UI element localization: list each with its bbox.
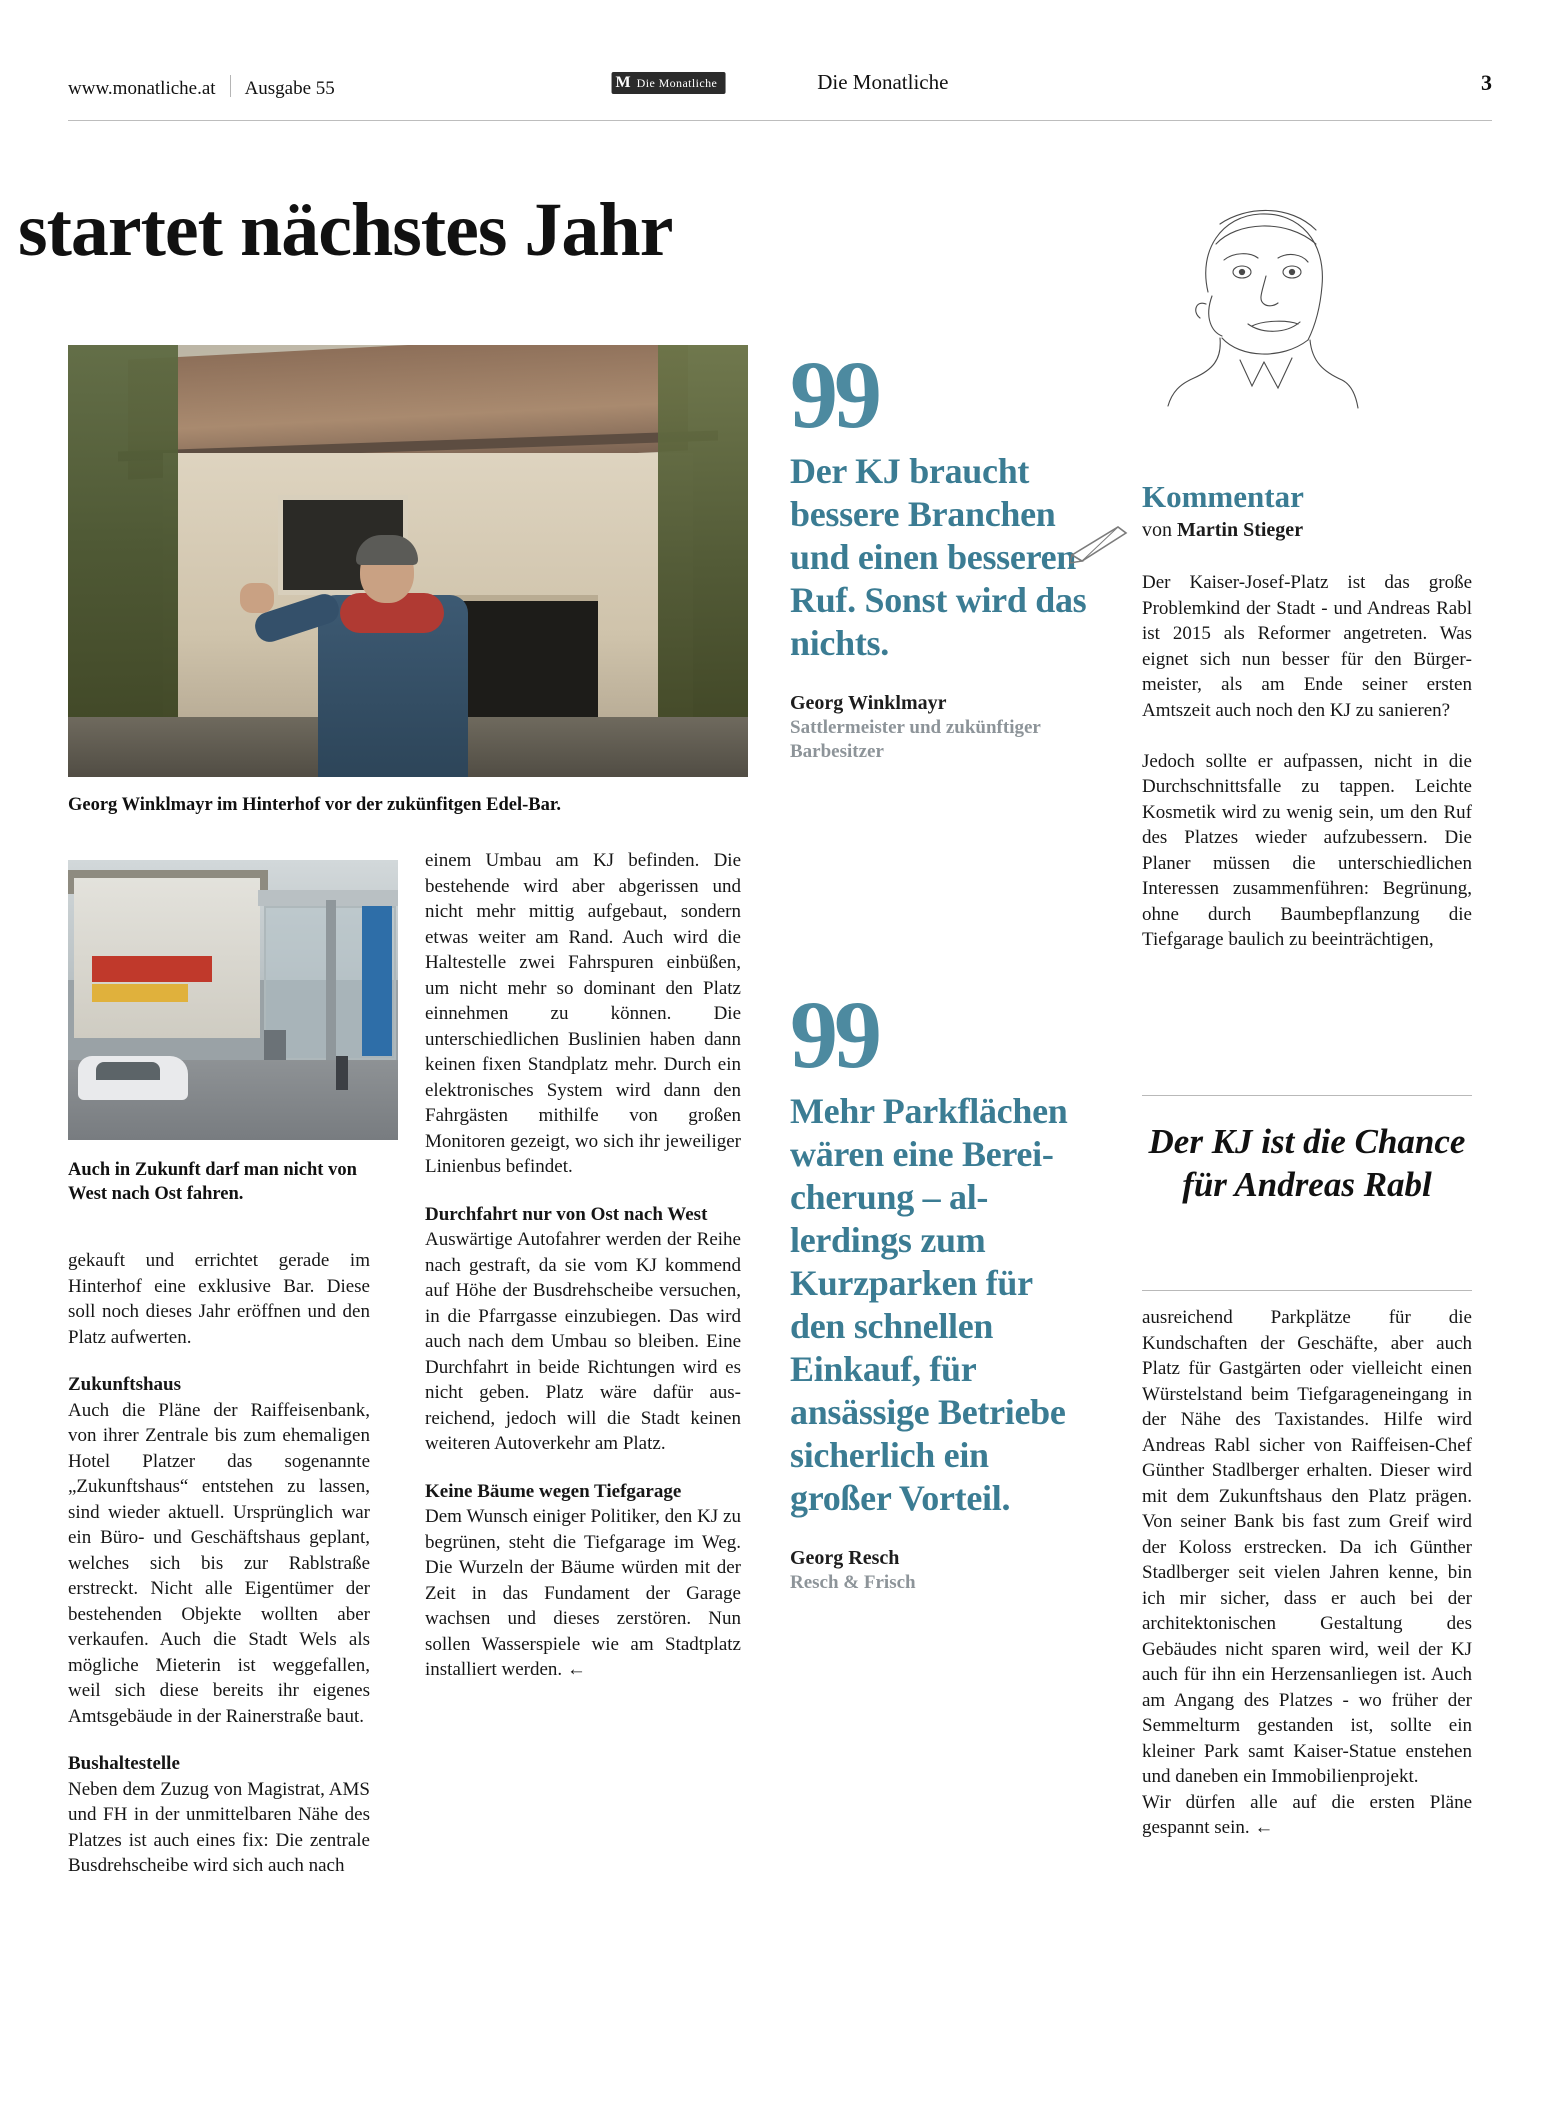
quote-marks-icon: 99 — [790, 981, 878, 1088]
logo-wordmark: Die Monatliche — [636, 75, 718, 90]
paragraph: ausreichend Parkplätze für die Kundschaften der Geschäfte, aber auch Platz für Gastgärten oder vielleicht einen Würstelstand beim Tiefgarageneingang in der Nähe des Taxistandes. Hilfe wird Andreas Rabl sicher von Raiffeisen-Chef Günther Stadlberger erhalten. Dieser wird mit dem Zukunftshaus den Platz prägen. Von seiner Bank bis fast zum Greif wird der Koloss erstrecken. Da ich Günther Stadlberger seit vielen Jahren kenne, bin ich mir sicher, dass er auch bei der architektonischen Gestaltung des Gebäudes nicht sparen wird, weil der KJ auch für ihn ein Herzensanliegen ist. Auch am Angang des Platzes - wo früher der Semmelturm gestanden ist, sollte ein kleiner Park samt Kaiser-Statue enstehen und daneben ein Immobilienprojekt. — [1142, 1307, 1472, 1787]
publication-name: Die Monatliche — [817, 70, 949, 94]
photo2-shop-sign — [92, 956, 212, 982]
masthead-center — [612, 70, 949, 95]
commentary-column-top — [1142, 570, 1472, 953]
paragraph: Auch die Pläne der Raiffeisenbank, von ihrer Zentrale bis zum ehemaligen Hotel Platzer das sogenannte „Zukunftshaus“ entstehen zu lassen, sind wieder aktuell. Ursprünglich war ein Büro- und Geschäftshaus geplant, welches sich bis zur Rablstraße erstreckt. Nicht alle Eigentümer der bestehenden Objekte wollten aber verkaufen. Auch die Stadt Wels als mögliche Mieterin ist weggefallen, weil sich diese bereits ihr eigenes Amtsgebäude in der Rainerstraße baut. — [68, 1399, 370, 1727]
commentary-byline — [1142, 518, 1482, 542]
photo2-blue-panel — [362, 906, 392, 1056]
pullquote-text: Der KJ braucht bessere Branchen und einen besseren Ruf. Sonst wird das nichts. — [790, 451, 1087, 663]
person-hand — [240, 583, 274, 613]
portrait-illustration — [1160, 200, 1360, 415]
page-title: startet nächstes Jahr — [18, 188, 673, 272]
logo-letter: M — [615, 73, 631, 91]
byline-prefix: von — [1142, 519, 1177, 541]
pullquote-role: Resch & Frisch — [790, 1572, 916, 1593]
quote-marks-icon: 99 — [790, 341, 878, 448]
masthead-divider — [230, 75, 231, 97]
page-number: 3 — [1481, 70, 1492, 95]
paragraph: Der Kaiser-Josef-Platz ist das große Problemkind der Stadt - und Andreas Rabl ist 2015 als Reformer angetreten. Was eignet sich nun besser für den Bürgermeister, als am Ende seiner ersten Amtszeit auch noch den KJ zu sanieren? — [1142, 572, 1472, 721]
masthead-left — [68, 72, 335, 100]
commentary-column-bottom — [1142, 1305, 1472, 1841]
photo-caption-1: Georg Winklmayr im Hinterhof vor der zukünfitgen Edel-Bar. — [68, 795, 562, 815]
photo-caption-2: Auch in Zukunft darf man nicht von West nach Ost fahren. — [68, 1160, 357, 1204]
pencil-icon — [1068, 525, 1138, 565]
subheading: Bushaltestelle — [68, 1753, 180, 1774]
pullquote-author: Georg Winklmayr — [790, 692, 947, 714]
ivy-left — [68, 345, 178, 777]
photo-winklmayr — [68, 345, 748, 777]
paragraph: Dem Wunsch einiger Politiker, den KJ zu begrünen, steht die Tiefgarage im Weg. Die Wurzeln der Bäume würden mit der Zeit in das Fundament der Garage wachsen und dieses zerstören. Nun sollen Wasserspiele wie am Stadtplatz installiert werden. ← — [425, 1506, 741, 1680]
byline-author: Martin Stieger — [1177, 519, 1304, 541]
subheading: Zukunftshaus — [68, 1374, 182, 1395]
commentary-title: Kommentar — [1142, 479, 1304, 514]
divider-bottom — [1142, 1290, 1472, 1291]
ivy-right — [658, 345, 748, 777]
paragraph-spacer — [1142, 723, 1472, 749]
paragraph: einem Umbau am KJ befinden. Die bestehende wird aber abgerissen und nicht mehr mittig aufgebaut, sondern etwas weiter am Rand. Auch wird die Haltestelle zwei Fahrspuren einbüßen, um nicht mehr so dominant den Platz einnehmen zu können. Die unterschiedlichen Buslinien haben dann keinen fixen Standplatz mehr. Durch ein elektronisches System wird dann den Fahrgästen mithilfe von großen Monitoren gezeigt, wo sich ihr jeweiliger Linienbus befindet. — [425, 850, 741, 1177]
pullquote-role: Sattlermeister und zukünftiger Barbesitzer — [790, 717, 1041, 762]
article-column-1 — [68, 1248, 370, 1879]
masthead — [68, 72, 1492, 121]
photo2-car-window — [96, 1062, 160, 1080]
publication-logo — [612, 72, 726, 94]
photo2-pedestrian — [336, 1056, 348, 1090]
photo2-post — [326, 900, 336, 1070]
divider-top — [1142, 1095, 1472, 1096]
paragraph: Neben dem Zuzug von Magistrat, AMS und FH in der unmittelbaren Nähe des Platzes ist auch eines fix: Die zentrale Busdrehscheibe wird sich auch nach — [68, 1778, 370, 1876]
paragraph: Auswärtige Autofahrer werden der Reihe nach gestraft, da sie vom KJ kommend auf Höhe der Busdrehscheibe versuchen, in die Pfarrgasse einzubiegen. Das wird auch nach dem Umbau so bleiben. Eine Durchfahrt in beide Richtungen wird es nicht geben. Platz wäre dafür ausreichend, jedoch will die Stadt keinen weiteren Autoverkehr am Platz. — [425, 1229, 741, 1454]
photo2-shop-sign-secondary — [92, 984, 188, 1002]
article-column-2 — [425, 848, 741, 1683]
subheading: Keine Bäume wegen Tiefgarage — [425, 1480, 682, 1502]
paragraph: Wir dürfen alle auf die ersten Pläne gespannt sein. ← — [1142, 1791, 1472, 1838]
pullquote-winklmayr — [790, 341, 1095, 764]
pullquote-resch — [790, 981, 1095, 1595]
pullquote-author: Georg Resch — [790, 1547, 900, 1569]
subheading: Durchfahrt nur von Ost nach West — [425, 1203, 708, 1225]
pullquote-text: Mehr Parkflächen wären eine Bereicherung – allerdings zum Kurzparken für den schnellen Einkauf, für ansässige Betriebe sicherlich ein großer Vorteil. — [790, 1091, 1068, 1518]
masthead-website: www.monatliche.at — [68, 78, 216, 99]
paragraph: gekauft und errichtet gerade im Hinterhof eine exklusive Bar. Diese soll noch dieses Jahr eröffnen und den Platz aufwerten. — [68, 1250, 370, 1348]
commentary-highlight-quote: Der KJ ist die Chance für Andreas Rabl — [1148, 1122, 1466, 1204]
photo-busstop — [68, 860, 398, 1140]
masthead-issue: Ausgabe 55 — [244, 78, 335, 99]
paragraph: Jedoch sollte er aufpassen, nicht in die Durchschnittsfalle zu tappen. Leichte Kosmetik wird zu wenig sein, um den Ruf des Platzes wieder aufzubessern. Die Planer müssen die unterschiedlichen Interessen zusammenführen: Begrünung, ohne durch Baumbepflanzung die Tiefgarage baulich zu beeinträchtigen, — [1142, 750, 1472, 950]
